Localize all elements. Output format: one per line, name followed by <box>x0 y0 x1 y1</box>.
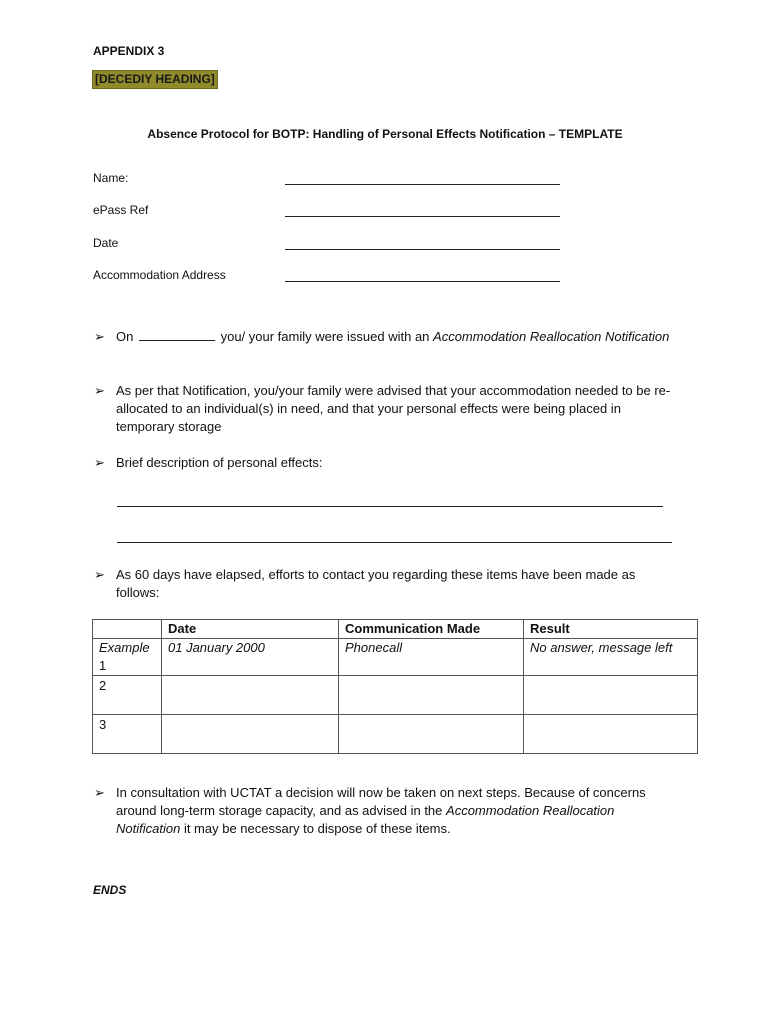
arrow-bullet-icon: ➢ <box>94 455 105 470</box>
bullet-issued-text: you/ your family were issued with an <box>220 329 430 344</box>
table-row <box>93 639 698 676</box>
name-field[interactable] <box>285 184 560 185</box>
example-date: 01 January 2000 <box>168 640 265 655</box>
arrow-bullet-icon: ➢ <box>94 383 105 398</box>
arrow-bullet-icon: ➢ <box>94 329 105 344</box>
date-cell[interactable] <box>162 639 339 676</box>
contact-attempts-table <box>92 619 698 754</box>
example-label: Example <box>99 640 150 655</box>
disposal-text-end: it may be necessary to dispose of these items. <box>183 821 451 836</box>
classification-heading: [DECEDIY HEADING] <box>92 70 218 89</box>
date-label: Date <box>93 236 119 250</box>
document-title: Absence Protocol for BOTP: Handling of Personal Effects Notification – TEMPLATE <box>147 127 623 141</box>
arrow-bullet-icon: ➢ <box>94 567 105 582</box>
date-cell[interactable] <box>162 715 339 754</box>
document-end-marker: ENDS <box>93 883 127 897</box>
accommodation-address-field[interactable] <box>285 281 560 282</box>
communication-cell[interactable] <box>339 676 524 715</box>
description-line-1[interactable] <box>117 506 663 507</box>
header-blank <box>93 620 162 639</box>
notification-name: Accommodation Reallocation Notification <box>116 803 615 836</box>
example-communication: Phonecall <box>345 640 403 655</box>
result-cell[interactable] <box>524 676 698 715</box>
bullet-contact-efforts: As 60 days have elapsed, efforts to contact you regarding these items have been made as follows: <box>116 567 636 600</box>
bullet-issued-notification <box>116 328 676 346</box>
name-label: Name: <box>93 171 129 185</box>
arrow-bullet-icon: ➢ <box>94 785 105 800</box>
header-date: Date <box>162 620 339 639</box>
bullet-description-prompt: Brief description of personal effects: <box>116 455 323 470</box>
appendix-label: APPENDIX 3 <box>93 44 165 58</box>
row-number: 2 <box>93 676 162 715</box>
result-cell[interactable] <box>524 715 698 754</box>
table-row <box>93 715 698 754</box>
accommodation-address-label: Accommodation Address <box>93 268 226 282</box>
disposal-text-start: In consultation with UCTAT a decision will now be taken on next steps. Because of concerns around long-term storage capacity, and as advised in the <box>116 785 646 818</box>
header-result: Result <box>524 620 698 639</box>
epass-ref-field[interactable] <box>285 216 560 217</box>
communication-cell[interactable] <box>339 639 524 676</box>
header-communication: Communication Made <box>339 620 524 639</box>
bullet-on-text: On <box>116 329 134 344</box>
date-cell[interactable] <box>162 676 339 715</box>
notification-name: Accommodation Reallocation Notification <box>433 329 670 344</box>
table-row <box>93 676 698 715</box>
result-cell[interactable] <box>524 639 698 676</box>
row-number: 1 <box>99 658 107 673</box>
row-label-cell <box>93 639 162 676</box>
table-header-row <box>93 620 698 639</box>
bullet-disposal-notice <box>116 784 676 838</box>
bullet-reallocation-advice: As per that Notification, you/your family were advised that your accommodation needed to be re-allocated to an individual(s) in need, and that your personal effects were being placed in temporary storage <box>116 383 671 434</box>
row-number: 3 <box>93 715 162 754</box>
date-field[interactable] <box>285 249 560 250</box>
communication-cell[interactable] <box>339 715 524 754</box>
description-line-2[interactable] <box>117 542 672 543</box>
epass-ref-label: ePass Ref <box>93 203 149 217</box>
example-result: No answer, message left <box>530 640 673 655</box>
issue-date-blank[interactable] <box>139 328 215 341</box>
